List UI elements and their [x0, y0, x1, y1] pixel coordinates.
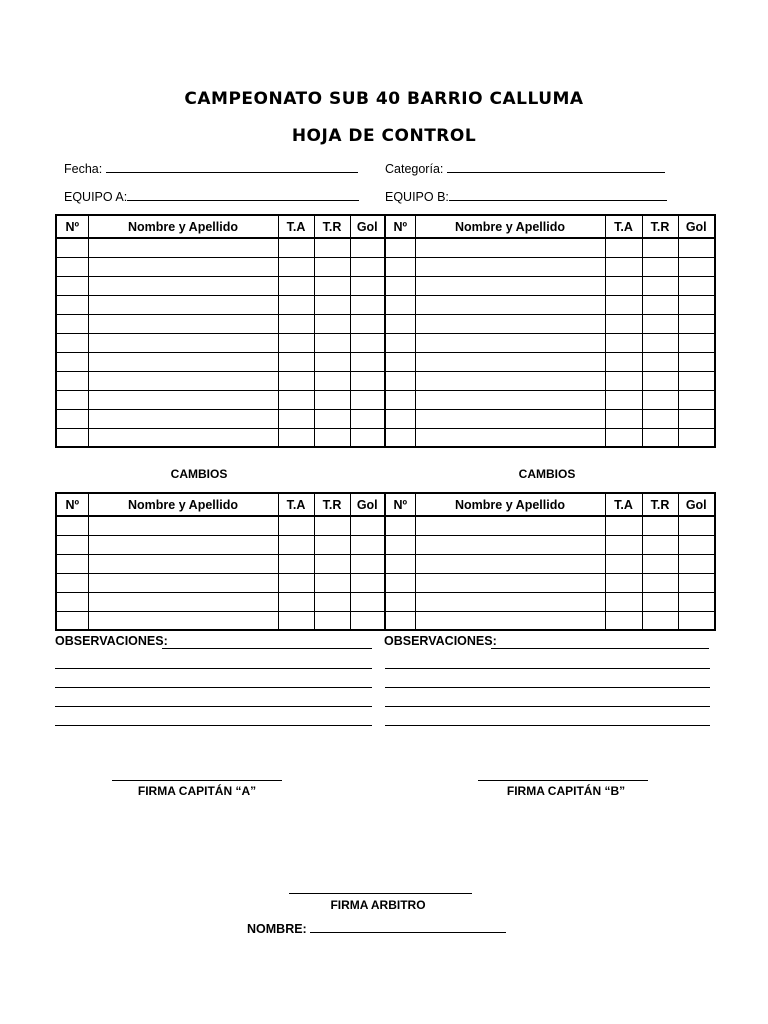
col-gol-b: Gol — [678, 215, 715, 238]
cell-ta-a[interactable] — [278, 314, 314, 333]
cell-numero-b[interactable] — [385, 238, 415, 257]
cell-nombre-a[interactable] — [88, 592, 278, 611]
cell-gol-b[interactable] — [678, 428, 715, 447]
cell-nombre-a[interactable] — [88, 611, 278, 630]
cell-ta-b[interactable] — [605, 428, 642, 447]
cell-ta-a[interactable] — [278, 428, 314, 447]
categoria-label: Categoría: — [385, 162, 444, 176]
cell-nombre-b[interactable] — [415, 257, 605, 276]
fecha-label: Fecha: — [64, 162, 103, 176]
firma-capitan-a-label: FIRMA CAPITÁN “A” — [137, 784, 257, 798]
cell-tr-b[interactable] — [642, 592, 678, 611]
cell-gol-b[interactable] — [678, 371, 715, 390]
cell-tr-b[interactable] — [642, 276, 678, 295]
cell-nombre-a[interactable] — [88, 573, 278, 592]
cell-nombre-a[interactable] — [88, 409, 278, 428]
cell-ta-a[interactable] — [278, 352, 314, 371]
cell-nombre-a[interactable] — [88, 390, 278, 409]
cell-nombre-a[interactable] — [88, 314, 278, 333]
cell-ta-a[interactable] — [278, 276, 314, 295]
categoria-line — [447, 161, 665, 173]
cell-ta-b[interactable] — [605, 573, 642, 592]
cell-tr-b[interactable] — [642, 238, 678, 257]
cell-numero-a[interactable] — [56, 535, 88, 554]
roster-row — [56, 295, 715, 314]
col-ta-b: T.A — [605, 215, 642, 238]
page-subtitle: HOJA DE CONTROL — [291, 126, 477, 146]
equipo-b-line — [449, 189, 667, 201]
observaciones-b-line[interactable] — [385, 725, 710, 726]
cell-ta-b[interactable] — [605, 409, 642, 428]
cell-gol-b[interactable] — [678, 516, 715, 535]
cell-gol-b[interactable] — [678, 352, 715, 371]
cell-numero-b[interactable] — [385, 535, 415, 554]
observaciones-b-line[interactable] — [385, 668, 710, 669]
cell-nombre-b[interactable] — [415, 390, 605, 409]
roster-row — [56, 390, 715, 409]
cell-numero-b[interactable] — [385, 333, 415, 352]
cell-gol-b[interactable] — [678, 333, 715, 352]
cell-tr-b[interactable] — [642, 573, 678, 592]
page-title: CAMPEONATO SUB 40 BARRIO CALLUMA — [184, 89, 584, 109]
cell-ta-a[interactable] — [278, 409, 314, 428]
cell-nombre-a[interactable] — [88, 516, 278, 535]
cell-ta-a[interactable] — [278, 238, 314, 257]
cell-nombre-b[interactable] — [415, 611, 605, 630]
observaciones-a-line[interactable] — [55, 668, 372, 669]
cell-tr-a[interactable] — [314, 371, 350, 390]
cell-ta-a[interactable] — [278, 611, 314, 630]
cell-ta-a[interactable] — [278, 390, 314, 409]
cell-tr-a[interactable] — [314, 333, 350, 352]
cell-numero-b[interactable] — [385, 409, 415, 428]
observaciones-a-line[interactable] — [55, 725, 372, 726]
cell-nombre-b[interactable] — [415, 409, 605, 428]
cell-nombre-b[interactable] — [415, 238, 605, 257]
cell-numero-a[interactable] — [56, 390, 88, 409]
cell-tr-b[interactable] — [642, 611, 678, 630]
cell-gol-a[interactable] — [350, 314, 385, 333]
cell-gol-b[interactable] — [678, 276, 715, 295]
cell-nombre-b[interactable] — [415, 276, 605, 295]
fecha-line — [106, 161, 358, 173]
col-nombre-a: Nombre y Apellido — [88, 215, 278, 238]
changes-row — [56, 592, 715, 611]
cell-nombre-b[interactable] — [415, 516, 605, 535]
roster-row — [56, 371, 715, 390]
cell-ta-a[interactable] — [278, 592, 314, 611]
cell-tr-b[interactable] — [642, 295, 678, 314]
col-nombre-b: Nombre y Apellido — [415, 215, 605, 238]
roster-row — [56, 257, 715, 276]
cell-tr-a[interactable] — [314, 257, 350, 276]
cell-tr-a[interactable] — [314, 554, 350, 573]
cell-gol-a[interactable] — [350, 516, 385, 535]
equipo-a-line — [127, 189, 359, 201]
cell-nombre-b[interactable] — [415, 314, 605, 333]
col-gol-a: Gol — [350, 493, 385, 516]
fecha-field[interactable] — [64, 161, 358, 176]
cell-gol-a[interactable] — [350, 573, 385, 592]
cell-tr-a[interactable] — [314, 409, 350, 428]
cell-tr-a[interactable] — [314, 390, 350, 409]
col-ta-a: T.A — [278, 493, 314, 516]
cell-tr-a[interactable] — [314, 573, 350, 592]
equipo-b-field[interactable] — [385, 189, 667, 204]
cell-gol-a[interactable] — [350, 257, 385, 276]
categoria-field[interactable] — [385, 161, 665, 176]
cell-nombre-a[interactable] — [88, 333, 278, 352]
changes-row — [56, 516, 715, 535]
cell-ta-b[interactable] — [605, 371, 642, 390]
cell-numero-b[interactable] — [385, 390, 415, 409]
cell-ta-a[interactable] — [278, 371, 314, 390]
cell-numero-b[interactable] — [385, 428, 415, 447]
cell-numero-a[interactable] — [56, 409, 88, 428]
cell-gol-b[interactable] — [678, 295, 715, 314]
cell-numero-a[interactable] — [56, 371, 88, 390]
cell-numero-b[interactable] — [385, 257, 415, 276]
changes-table — [55, 492, 716, 631]
col-nombre-a: Nombre y Apellido — [88, 493, 278, 516]
cell-ta-a[interactable] — [278, 516, 314, 535]
observaciones-a-line[interactable] — [55, 687, 372, 688]
firma-capitan-b-label: FIRMA CAPITÁN “B” — [506, 784, 626, 798]
cell-gol-a[interactable] — [350, 276, 385, 295]
cell-nombre-b[interactable] — [415, 371, 605, 390]
cell-ta-b[interactable] — [605, 333, 642, 352]
cell-numero-a[interactable] — [56, 611, 88, 630]
roster-row — [56, 314, 715, 333]
cell-nombre-a[interactable] — [88, 276, 278, 295]
nombre-arbitro-field[interactable] — [247, 921, 506, 936]
cell-gol-a[interactable] — [350, 295, 385, 314]
cell-tr-a[interactable] — [314, 516, 350, 535]
cell-gol-b[interactable] — [678, 390, 715, 409]
cell-ta-b[interactable] — [605, 611, 642, 630]
cell-numero-a[interactable] — [56, 333, 88, 352]
cell-tr-b[interactable] — [642, 516, 678, 535]
equipo-b-label: EQUIPO B: — [385, 190, 449, 204]
changes-row — [56, 611, 715, 630]
cell-tr-b[interactable] — [642, 257, 678, 276]
cell-nombre-a[interactable] — [88, 371, 278, 390]
cell-gol-a[interactable] — [350, 333, 385, 352]
firma-capitan-a-line[interactable] — [112, 780, 282, 781]
cell-tr-a[interactable] — [314, 295, 350, 314]
cell-gol-b[interactable] — [678, 257, 715, 276]
col-tr-b: T.R — [642, 493, 678, 516]
cell-tr-b[interactable] — [642, 314, 678, 333]
cell-ta-b[interactable] — [605, 238, 642, 257]
firma-arbitro-label: FIRMA ARBITRO — [330, 898, 426, 912]
cell-tr-a[interactable] — [314, 535, 350, 554]
col-ta-b: T.A — [605, 493, 642, 516]
cell-gol-a[interactable] — [350, 428, 385, 447]
cell-nombre-a[interactable] — [88, 295, 278, 314]
cell-nombre-b[interactable] — [415, 333, 605, 352]
cell-nombre-a[interactable] — [88, 554, 278, 573]
cell-ta-b[interactable] — [605, 390, 642, 409]
firma-arbitro-line[interactable] — [289, 893, 472, 894]
cell-ta-b[interactable] — [605, 592, 642, 611]
cell-ta-a[interactable] — [278, 554, 314, 573]
cell-numero-b[interactable] — [385, 295, 415, 314]
cell-nombre-b[interactable] — [415, 535, 605, 554]
nombre-line — [310, 921, 506, 933]
cell-nombre-a[interactable] — [88, 257, 278, 276]
cell-ta-b[interactable] — [605, 276, 642, 295]
changes-row — [56, 554, 715, 573]
cell-tr-a[interactable] — [314, 314, 350, 333]
observaciones-b-line[interactable] — [385, 687, 710, 688]
cell-tr-a[interactable] — [314, 352, 350, 371]
cell-numero-a[interactable] — [56, 238, 88, 257]
cell-nombre-a[interactable] — [88, 428, 278, 447]
col-numero-b: Nº — [385, 493, 415, 516]
cell-numero-a[interactable] — [56, 257, 88, 276]
col-gol-b: Gol — [678, 493, 715, 516]
observaciones-b-line[interactable] — [491, 648, 709, 649]
col-tr-a: T.R — [314, 215, 350, 238]
cell-numero-b[interactable] — [385, 611, 415, 630]
cell-numero-a[interactable] — [56, 295, 88, 314]
changes-row — [56, 573, 715, 592]
firma-capitan-b-line[interactable] — [478, 780, 648, 781]
roster-row — [56, 428, 715, 447]
changes-header-row — [56, 493, 715, 516]
col-tr-b: T.R — [642, 215, 678, 238]
cell-nombre-b[interactable] — [415, 554, 605, 573]
roster-row — [56, 409, 715, 428]
cell-ta-a[interactable] — [278, 333, 314, 352]
cell-numero-a[interactable] — [56, 314, 88, 333]
cell-ta-b[interactable] — [605, 554, 642, 573]
cell-numero-a[interactable] — [56, 554, 88, 573]
cell-ta-b[interactable] — [605, 257, 642, 276]
cell-tr-b[interactable] — [642, 409, 678, 428]
equipo-a-field[interactable] — [64, 189, 359, 204]
cell-numero-b[interactable] — [385, 516, 415, 535]
cell-gol-a[interactable] — [350, 535, 385, 554]
cell-numero-b[interactable] — [385, 554, 415, 573]
cell-gol-a[interactable] — [350, 554, 385, 573]
cambios-a-label: CAMBIOS — [170, 467, 228, 481]
cell-nombre-a[interactable] — [88, 352, 278, 371]
roster-header-row — [56, 215, 715, 238]
cell-tr-a[interactable] — [314, 276, 350, 295]
cell-tr-b[interactable] — [642, 554, 678, 573]
cell-tr-b[interactable] — [642, 333, 678, 352]
observaciones-a-label: OBSERVACIONES: — [55, 634, 168, 648]
observaciones-a-line[interactable] — [55, 706, 372, 707]
cell-gol-a[interactable] — [350, 238, 385, 257]
cell-numero-a[interactable] — [56, 592, 88, 611]
cell-nombre-b[interactable] — [415, 295, 605, 314]
nombre-label: NOMBRE: — [247, 922, 307, 936]
changes-row — [56, 535, 715, 554]
cell-ta-a[interactable] — [278, 535, 314, 554]
cell-nombre-b[interactable] — [415, 573, 605, 592]
roster-row — [56, 238, 715, 257]
cell-numero-a[interactable] — [56, 352, 88, 371]
cell-gol-b[interactable] — [678, 238, 715, 257]
cell-nombre-a[interactable] — [88, 535, 278, 554]
cell-numero-b[interactable] — [385, 352, 415, 371]
observaciones-a-line[interactable] — [162, 648, 372, 649]
cell-gol-a[interactable] — [350, 352, 385, 371]
col-numero-b: Nº — [385, 215, 415, 238]
col-numero-a: Nº — [56, 215, 88, 238]
cambios-b-label: CAMBIOS — [518, 467, 576, 481]
col-ta-a: T.A — [278, 215, 314, 238]
cell-gol-b[interactable] — [678, 535, 715, 554]
col-numero-a: Nº — [56, 493, 88, 516]
roster-row — [56, 352, 715, 371]
cell-tr-a[interactable] — [314, 428, 350, 447]
cell-numero-b[interactable] — [385, 314, 415, 333]
cell-ta-a[interactable] — [278, 295, 314, 314]
cell-gol-b[interactable] — [678, 554, 715, 573]
cell-tr-b[interactable] — [642, 390, 678, 409]
cell-nombre-b[interactable] — [415, 428, 605, 447]
cell-tr-a[interactable] — [314, 238, 350, 257]
cell-gol-a[interactable] — [350, 371, 385, 390]
cell-ta-b[interactable] — [605, 535, 642, 554]
roster-table — [55, 214, 716, 448]
col-nombre-b: Nombre y Apellido — [415, 493, 605, 516]
cell-ta-b[interactable] — [605, 295, 642, 314]
cell-gol-b[interactable] — [678, 573, 715, 592]
cell-ta-a[interactable] — [278, 257, 314, 276]
cell-ta-a[interactable] — [278, 573, 314, 592]
cell-numero-a[interactable] — [56, 428, 88, 447]
roster-row — [56, 276, 715, 295]
observaciones-b-label: OBSERVACIONES: — [384, 634, 497, 648]
cell-gol-b[interactable] — [678, 611, 715, 630]
cell-gol-a[interactable] — [350, 390, 385, 409]
cell-numero-b[interactable] — [385, 371, 415, 390]
cell-numero-a[interactable] — [56, 516, 88, 535]
observaciones-b-line[interactable] — [385, 706, 710, 707]
cell-tr-b[interactable] — [642, 428, 678, 447]
cell-tr-a[interactable] — [314, 592, 350, 611]
cell-numero-a[interactable] — [56, 276, 88, 295]
cell-gol-b[interactable] — [678, 592, 715, 611]
cell-nombre-b[interactable] — [415, 352, 605, 371]
cell-numero-a[interactable] — [56, 573, 88, 592]
col-tr-a: T.R — [314, 493, 350, 516]
cell-numero-b[interactable] — [385, 276, 415, 295]
cell-tr-b[interactable] — [642, 371, 678, 390]
cell-nombre-b[interactable] — [415, 592, 605, 611]
cell-gol-b[interactable] — [678, 409, 715, 428]
cell-tr-b[interactable] — [642, 535, 678, 554]
cell-ta-b[interactable] — [605, 314, 642, 333]
cell-gol-a[interactable] — [350, 409, 385, 428]
roster-row — [56, 333, 715, 352]
col-gol-a: Gol — [350, 215, 385, 238]
cell-nombre-a[interactable] — [88, 238, 278, 257]
cell-tr-a[interactable] — [314, 611, 350, 630]
cell-gol-b[interactable] — [678, 314, 715, 333]
cell-numero-b[interactable] — [385, 592, 415, 611]
cell-ta-b[interactable] — [605, 352, 642, 371]
cell-gol-a[interactable] — [350, 592, 385, 611]
cell-gol-a[interactable] — [350, 611, 385, 630]
cell-numero-b[interactable] — [385, 573, 415, 592]
cell-tr-b[interactable] — [642, 352, 678, 371]
equipo-a-label: EQUIPO A: — [64, 190, 128, 204]
cell-ta-b[interactable] — [605, 516, 642, 535]
